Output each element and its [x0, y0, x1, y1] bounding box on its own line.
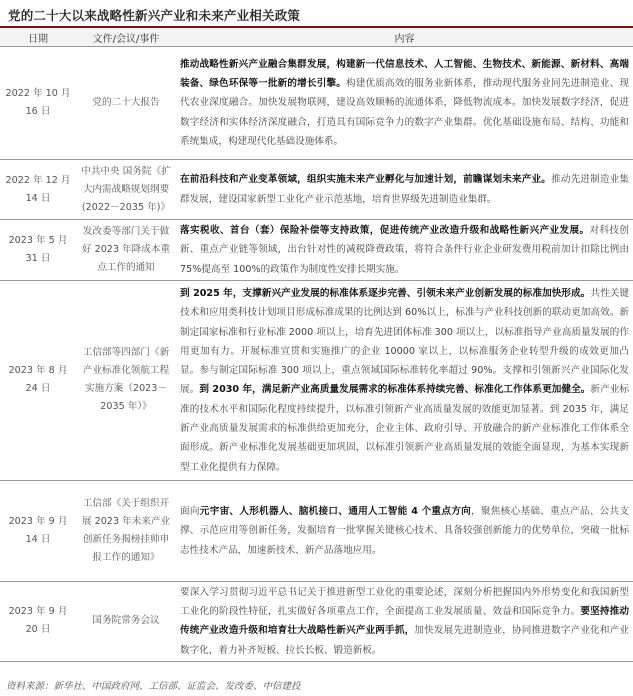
header-date: 日期	[0, 29, 76, 47]
table-row	[0, 220, 633, 281]
row-event: 工信部等四部门《新产业标准化领航工程实施方案（2023－2035 年）》	[76, 280, 176, 480]
row-content	[176, 47, 633, 160]
table-row	[0, 480, 633, 581]
content-segment: 面向	[180, 505, 200, 517]
content-segment: ，聚焦核心基础、重点产品、公共支撑、示范应用等创新任务，发掘培育一批掌握关键核心技术、具备较强创新能力的优势单位，突破一批标志性技术产品，加速新技术、新产品落地应用。	[180, 505, 630, 556]
content-segment: 元宇宙、人形机器人、脑机接口、通用人工智能 4 个重点方向	[199, 505, 471, 517]
row-content	[176, 480, 633, 581]
table-title: 党的二十大以来战略性新兴产业和未来产业相关政策	[8, 8, 301, 23]
content-segment: 在前沿科技和产业变革领域，组织实施未来产业孵化与加速计划，前瞻谋划未来产业。	[180, 174, 552, 186]
row-event: 党的二十大报告	[76, 47, 176, 160]
row-date: 2022 年 12 月 14 日	[0, 160, 76, 220]
content-segment: 推动战略性新兴产业融合集群发展，构建新一代信息技术、人工智能、生物技术、新能源、新材料、高端装备、绿色环保等一批新的增长引擎。	[180, 58, 629, 90]
table-row	[0, 160, 633, 220]
content-segment: 推动先进制造业集群发展，建设国家新型工业化产业示范基地，培育世界级先进制造业集群。	[180, 174, 630, 205]
header-event: 文件/会议/事件	[76, 29, 176, 47]
title-rule	[0, 26, 633, 28]
content-segment: 新产业标准的技术水平和国际化程度持续提升，以标准引领新产业高质量发展的效能更加显著。到 2035 年，满足新产业高质量发展需求的标准供给更加充分，企业主体、政府引导、开放融合的新产业标准化工作体系全面形成。新产业标准化发展基础更加巩固，以标准引领新产业高质量发展的效能全面显现，为基本实现新型工业化提供有力保障。	[180, 384, 629, 473]
policy-table	[0, 29, 633, 662]
content-segment: 要坚持推动传统产业改造升级和培育壮大战略性新兴产业两手抓，	[180, 606, 630, 637]
table-row	[0, 280, 633, 480]
row-content	[176, 220, 633, 281]
content-segment: 到 2030 年，满足新产业高质量发展需求的标准体系持续完善、标准化工作体系更加健全。	[199, 384, 591, 396]
row-event: 国务院常务会议	[76, 581, 176, 661]
table-row	[0, 581, 633, 661]
table-row	[0, 47, 633, 160]
row-content	[176, 581, 633, 661]
row-date: 2023 年 8 月 24 日	[0, 280, 76, 480]
content-segment: 到 2025 年，支撑新兴产业发展的标准体系逐步完善、引领未来产业创新发展的标准加快形成。	[180, 287, 591, 299]
content-segment: 对科技创新、重点产业链等领域，出台针对性的减税降费政策，将符合条件行业企业研发费用税前加计扣除比例由 75%提高至 100%的政策作为制度性安排长期实施。	[180, 225, 630, 275]
row-date: 2022 年 10 月 16 日	[0, 47, 76, 160]
content-segment: 构建优质高效的服务业新体系，推动现代服务业同先进制造业、现代农业深度融合。加快发展物联网，建设高效顺畅的流通体系，降低物流成本。加快发展数字经济，促进数字经济和实体经济深度融合，打造具有国际竞争力的数字产业集群。优化基础设施布局、结构、功能和系统集成，构建现代化基础设施体系。	[180, 78, 630, 147]
header-row	[0, 29, 633, 47]
row-content	[176, 160, 633, 220]
content-segment: 要深入学习贯彻习近平总书记关于推进新型工业化的重要论述，深刻分析把握国内外形势变化和我国新型工业化的阶段性特征，扎实做好各项重点工作，全面提高工业发展质量、效益和国际竞争力。	[180, 586, 629, 618]
row-event: 发改委等部门关于做好 2023 年降成本重点工作的通知	[76, 220, 176, 281]
content-segment: 落实税收、首台（套）保险补偿等支持政策，促进传统产业改造升级和战略性新兴产业发展。	[180, 225, 590, 236]
source-note: 资料来源：新华社、中国政府网、工信部、证监会、发改委、中信建投	[6, 681, 301, 692]
row-date: 2023 年 9 月 14 日	[0, 480, 76, 581]
row-date: 2023 年 9 月 20 日	[0, 581, 76, 661]
row-event: 中共中央 国务院《扩大内需战略规划纲要(2022－2035 年)》	[76, 160, 176, 220]
content-segment: 共性关键技术和应用类科技计划项目形成标准成果的比例达到 60%以上，标准与产业科技创新的联动更加高效。新制定国家标准和行业标准 2000 项以上，培育先进团体标准 300 项以上，以标准指导产业高质量发展的作用更加有力。开展标准宣贯和实施推广的企业 10000 家以上，以标准服务企业转型升级的成效更加凸显。参与制定国际标准 300 项以上，重点领域国际标准转化率超过 90%。支撑和引领新兴产业国际化发展。	[180, 287, 629, 396]
content-segment: 加快发展先进制造业，协同推进数字产业化和产业数字化，着力补齐短板、拉长长板、锻造新板。	[180, 625, 630, 656]
row-date: 2023 年 5 月 31 日	[0, 220, 76, 281]
row-content	[176, 280, 633, 480]
header-content: 内容	[176, 29, 633, 47]
row-event: 工信部《关于组织开展 2023 年未来产业创新任务揭榜挂帅申报工作的通知》	[76, 480, 176, 581]
